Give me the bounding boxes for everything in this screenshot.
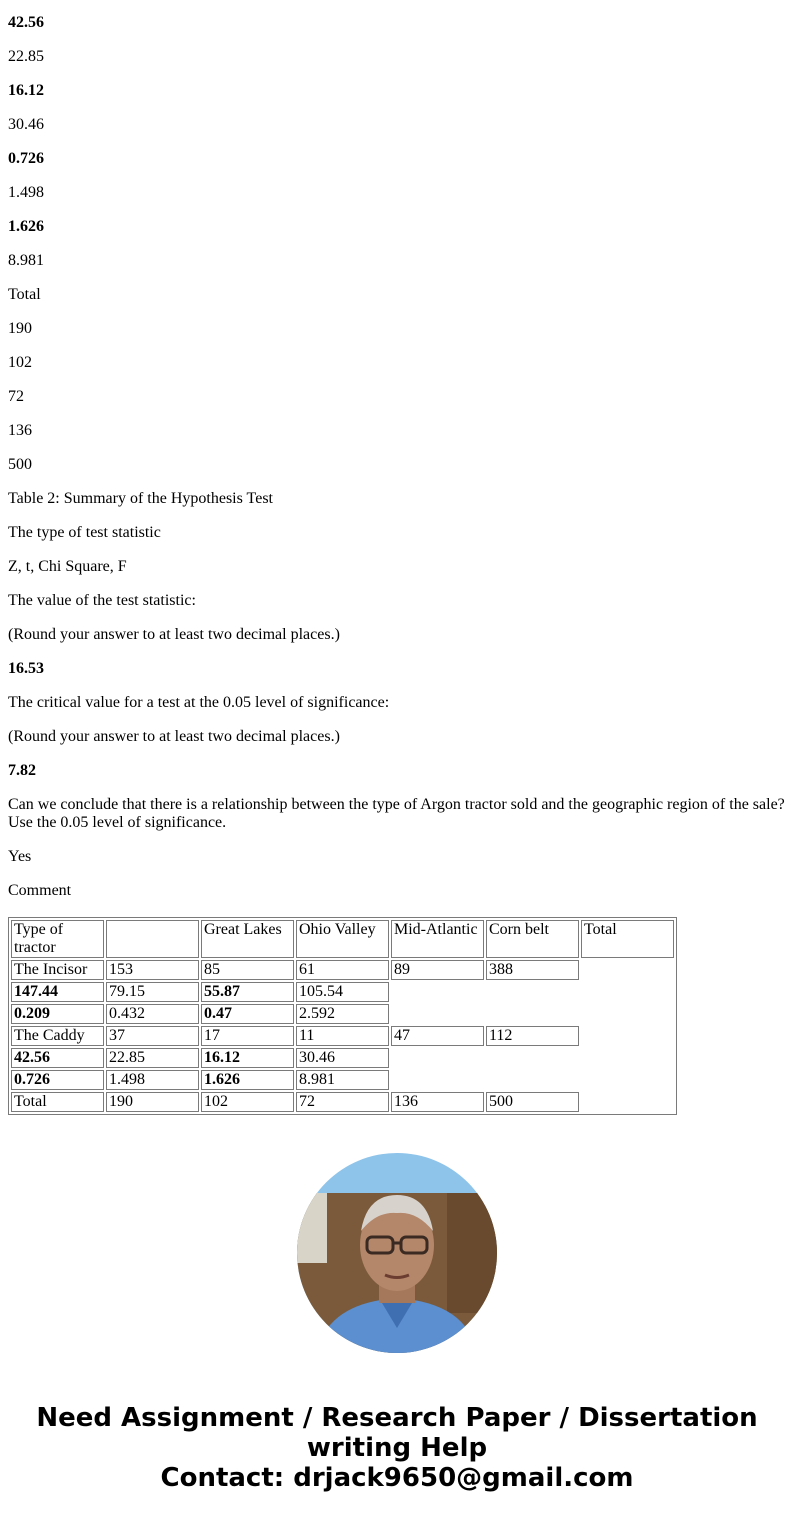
- text-line: 136: [8, 422, 32, 439]
- text-line: 8.981: [8, 252, 44, 269]
- text-line: 1.498: [8, 184, 44, 201]
- empty-cell: [486, 1070, 579, 1090]
- table-cell: 8.981: [296, 1070, 389, 1090]
- text-line: 22.85: [8, 48, 44, 65]
- header-cell: [106, 920, 199, 958]
- table-cell: 11: [296, 1026, 389, 1046]
- empty-cell: [581, 982, 674, 1002]
- table-cell: 30.46: [296, 1048, 389, 1068]
- text-line: 72: [8, 388, 24, 405]
- empty-cell: [581, 1070, 674, 1090]
- text-line: 0.726: [8, 150, 44, 167]
- text-line: (Round your answer to at least two decimal places.): [8, 728, 340, 745]
- table-cell: 1.498: [106, 1070, 199, 1090]
- text-line: 7.82: [8, 762, 36, 779]
- empty-cell: [486, 1004, 579, 1024]
- table-cell: 388: [486, 960, 579, 980]
- text-line: The critical value for a test at the 0.05 level of significance:: [8, 694, 390, 711]
- author-photo: [297, 1153, 497, 1353]
- table-header-row: [11, 920, 674, 958]
- table-cell: 1.626: [201, 1070, 294, 1090]
- document-body: [8, 14, 788, 916]
- table-cell: Total: [11, 1092, 104, 1112]
- text-line: 16.53: [8, 660, 44, 677]
- header-cell: Corn belt: [486, 920, 579, 958]
- text-line: 42.56: [8, 14, 44, 31]
- text-line: Comment: [8, 882, 72, 899]
- text-line: The value of the test statistic:: [8, 592, 196, 609]
- text-line: The type of test statistic: [8, 524, 161, 541]
- table-cell: 0.726: [11, 1070, 104, 1090]
- empty-cell: [581, 1026, 674, 1046]
- table-cell: 147.44: [11, 982, 104, 1002]
- text-line: 102: [8, 354, 32, 371]
- table-cell: 102: [201, 1092, 294, 1112]
- header-cell: Total: [581, 920, 674, 958]
- promo-footer: [0, 1403, 794, 1493]
- table-cell: 89: [391, 960, 484, 980]
- empty-cell: [581, 1004, 674, 1024]
- empty-cell: [581, 1092, 674, 1112]
- text-line: 30.46: [8, 116, 44, 133]
- text-line: 190: [8, 320, 32, 337]
- table-row: [11, 1070, 674, 1090]
- empty-cell: [391, 1004, 484, 1024]
- table-cell: 79.15: [106, 982, 199, 1002]
- table-cell: 0.432: [106, 1004, 199, 1024]
- table-row: [11, 1048, 674, 1068]
- contingency-table: [8, 917, 677, 1115]
- text-line: Yes: [8, 848, 32, 865]
- table-cell: 37: [106, 1026, 199, 1046]
- text-line: Table 2: Summary of the Hypothesis Test: [8, 490, 273, 507]
- table-row: [11, 1092, 674, 1112]
- header-cell: Mid-Atlantic: [391, 920, 484, 958]
- table-cell: 2.592: [296, 1004, 389, 1024]
- table-cell: 22.85: [106, 1048, 199, 1068]
- table-cell: The Caddy: [11, 1026, 104, 1046]
- table-cell: 72: [296, 1092, 389, 1112]
- table-cell: 0.47: [201, 1004, 294, 1024]
- promo-line-2: writing Help: [306, 1433, 488, 1463]
- person-portrait-icon: [297, 1153, 497, 1353]
- empty-cell: [486, 1048, 579, 1068]
- table-cell: 42.56: [11, 1048, 104, 1068]
- table-cell: 500: [486, 1092, 579, 1112]
- table-cell: 190: [106, 1092, 199, 1112]
- text-line: Can we conclude that there is a relationship between the type of Argon tractor sold and the geographic region of the sale? Use the 0.05 level of significance.: [8, 796, 785, 831]
- empty-cell: [486, 982, 579, 1002]
- table-row: [11, 1004, 674, 1024]
- table-cell: 0.209: [11, 1004, 104, 1024]
- text-line: 16.12: [8, 82, 44, 99]
- table-cell: 17: [201, 1026, 294, 1046]
- header-cell: Type of tractor: [11, 920, 104, 958]
- text-line: Total: [8, 286, 41, 303]
- text-line: (Round your answer to at least two decimal places.): [8, 626, 340, 643]
- header-cell: Great Lakes: [201, 920, 294, 958]
- contact-line: Contact: drjack9650@gmail.com: [160, 1463, 634, 1493]
- table-cell: 47: [391, 1026, 484, 1046]
- empty-cell: [581, 960, 674, 980]
- promo-line-1: Need Assignment / Research Paper / Dissertation: [36, 1403, 758, 1433]
- table-cell: 61: [296, 960, 389, 980]
- table-row: [11, 982, 674, 1002]
- table-cell: 153: [106, 960, 199, 980]
- table-cell: 16.12: [201, 1048, 294, 1068]
- table-cell: 105.54: [296, 982, 389, 1002]
- table-row: [11, 960, 674, 980]
- table-cell: 85: [201, 960, 294, 980]
- table-cell: The Incisor: [11, 960, 104, 980]
- empty-cell: [391, 982, 484, 1002]
- table-cell: 136: [391, 1092, 484, 1112]
- text-line: 500: [8, 456, 32, 473]
- table-cell: 55.87: [201, 982, 294, 1002]
- text-line: Z, t, Chi Square, F: [8, 558, 127, 575]
- text-line: 1.626: [8, 218, 44, 235]
- empty-cell: [391, 1048, 484, 1068]
- empty-cell: [391, 1070, 484, 1090]
- header-cell: Ohio Valley: [296, 920, 389, 958]
- table-cell: 112: [486, 1026, 579, 1046]
- table-row: [11, 1026, 674, 1046]
- empty-cell: [581, 1048, 674, 1068]
